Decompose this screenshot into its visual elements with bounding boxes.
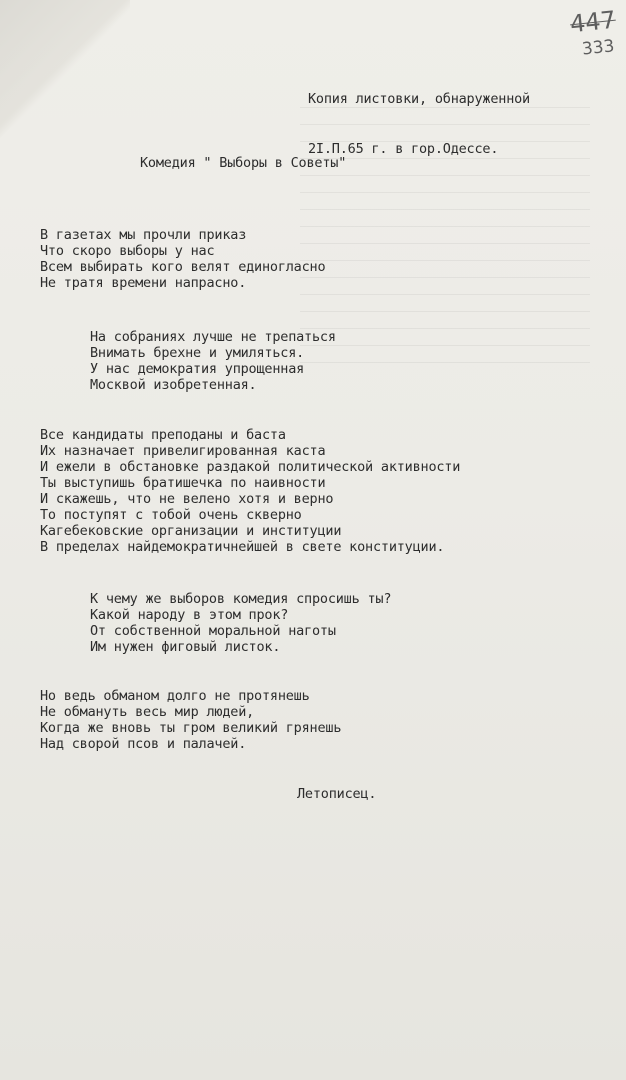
poem-line: Над сворой псов и палачей.: [40, 736, 247, 752]
poem-line: В газетах мы прочли приказ: [40, 227, 247, 243]
poem-line: Москвой изобретенная.: [90, 377, 257, 393]
poem-line: И скажешь, что не велено хотя и верно: [40, 491, 334, 507]
header-line-2: 2I.П.65 г. в гор.Одессе.: [308, 141, 499, 157]
poem-line: Ты выступишь братишечка по наивности: [40, 475, 326, 491]
poem-line: К чему же выборов комедия спросишь ты?: [90, 591, 392, 607]
poem-line: Когда же вновь ты гром великий грянешь: [40, 720, 342, 736]
poem-line: Им нужен фиговый листок.: [90, 639, 281, 655]
page-fold-shadow: [0, 0, 130, 150]
poem-line: Не тратя времени напрасно.: [40, 275, 247, 291]
archive-number: 333: [580, 36, 615, 60]
poem-line: Всем выбирать кого велят единогласно: [40, 259, 326, 275]
stanza-1: [40, 227, 325, 291]
poem-line: Но ведь обманом долго не протянешь: [40, 688, 310, 704]
signature: Летописец.: [297, 786, 377, 802]
poem-line: Все кандидаты преподаны и баста: [40, 427, 286, 443]
poem-line: И ежели в обстановке раздакой политической активности: [40, 459, 461, 475]
poem-line: В пределах найдемократичнейшей в свете конституции.: [40, 539, 445, 555]
poem-line: Какой народу в этом прок?: [90, 607, 289, 623]
poem-line: От собственной моральной наготы: [90, 623, 336, 639]
poem-line: То поступят с тобой очень скверно: [40, 507, 302, 523]
stanza-5: [40, 688, 341, 752]
poem-line: Кагебековские организации и институции: [40, 523, 342, 539]
poem-line: Что скоро выборы у нас: [40, 243, 215, 259]
stanza-4: [90, 591, 391, 655]
poem-line: На собраниях лучше не трепаться: [90, 329, 336, 345]
poem-line: У нас демократия упрощенная: [90, 361, 305, 377]
stanza-2: [90, 329, 336, 393]
poem-line: Их назначает привелигированная каста: [40, 443, 326, 459]
header-line-1: Копия листовки, обнаруженной: [308, 91, 530, 107]
stanza-3: [40, 427, 460, 555]
poem-line: Не обмануть весь мир людей,: [40, 704, 255, 720]
document-title: Комедия " Выборы в Советы": [140, 155, 347, 171]
poem-line: Внимать брехне и умиляться.: [90, 345, 305, 361]
archive-number-crossed: 447: [568, 5, 618, 39]
